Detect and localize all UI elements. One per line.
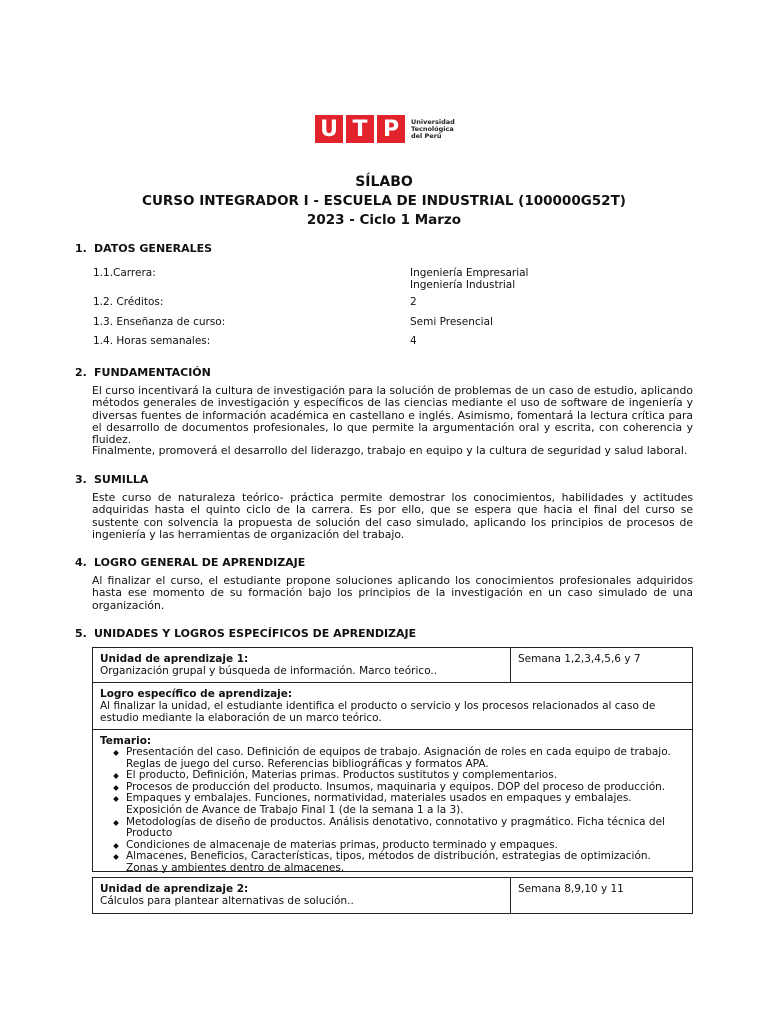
unidad-1-logro-label: Logro específico de aprendizaje: — [100, 688, 293, 700]
datos-value-ensenanza: Semi Presencial — [410, 316, 493, 328]
unidad-1-temario-cell — [93, 730, 692, 874]
unidad-2-weeks-cell — [511, 878, 692, 913]
logo-letter-u: U — [315, 115, 343, 143]
temario-item: Procesos de producción del producto. Insumos, maquinaria y equipos. DOP del proceso de producción. — [126, 782, 685, 794]
unidad-1-weeks: Semana 1,2,3,4,5,6 y 7 — [518, 653, 641, 665]
unidad-2-weeks: Semana 8,9,10 y 11 — [518, 883, 624, 895]
unidad-2-header-cell — [93, 878, 511, 913]
unidad-1-table — [92, 647, 693, 872]
unidad-1-title: Organización grupal y búsqueda de información. Marco teórico.. — [100, 665, 438, 677]
temario-item: Metodologías de diseño de productos. Análisis denotativo, connotativo y pragmático. Ficha técnica del Producto — [126, 817, 685, 840]
logro-general-paragraph: Al finalizar el curso, el estudiante propone soluciones aplicando los conocimientos profesionales adquiridos hasta ese momento de su formación bajo los principios de la investigación en un caso simulado de una organización. — [92, 574, 693, 612]
datos-value-horas: 4 — [410, 335, 417, 347]
unidad-2-label: Unidad de aprendizaje 2: — [100, 883, 249, 895]
datos-key-creditos: 1.2. Créditos: — [93, 296, 164, 308]
logo-letter-p: P — [377, 115, 405, 143]
course-period: 2023 - Ciclo 1 Marzo — [306, 212, 462, 228]
fundamentacion-paragraph: El curso incentivará la cultura de investigación para la solución de problemas de un caso de estudio, aplicando métodos generales de investigación y específicos de las ciencias mediante el uso de software de ingeniería y diversas fuentes de información académica en castellano e inglés. Asimismo, fomentará la lectura crítica para el desarrollo de documentos profesionales, lo que permite la argumentación oral y escrita, con coherencia y fluidez. — [92, 384, 693, 447]
datos-value-carrera: Ingeniería Empresarial Ingeniería Industrial — [410, 267, 529, 291]
unidad-1-temario-list — [100, 747, 685, 875]
datos-value-creditos: 2 — [410, 296, 417, 308]
datos-key-horas: 1.4. Horas semanales: — [93, 335, 211, 347]
temario-item: Almacenes, Beneficios, Características, tipos, métodos de distribución, estrategias de optimización. Zonas y ambientes dentro de almacenes. — [126, 851, 685, 874]
document-title: SÍLABO — [355, 174, 413, 190]
temario-item: Empaques y embalajes. Funciones, normatividad, materiales usados en empaques y embalajes. Exposición de Avance de Trabajo Final 1 (de la semana 1 a la 3). — [126, 793, 685, 816]
logo-letter-t: T — [346, 115, 374, 143]
course-title: CURSO INTEGRADOR I - ESCUELA DE INDUSTRIAL (100000G52T) — [142, 193, 626, 209]
unidad-1-temario-label: Temario: — [100, 735, 152, 747]
datos-key-carrera: 1.1.Carrera: — [93, 267, 156, 279]
sumilla-paragraph: Este curso de naturaleza teórico- práctica permite demostrar los conocimientos, habilidades y actitudes adquiridas hasta el quinto ciclo de la carrera. Es por ello, que se espera que hacia el final del curso se sustente con solvencia la propuesta de solución del caso simulado, aplicando los principios de procesos de ingeniería y las herramientas de organización del trabajo. — [92, 491, 693, 541]
logo-university-name: Universidad Tecnológica del Perú — [411, 117, 455, 140]
unidad-2-table — [92, 877, 693, 914]
section-heading-datos-generales: 1. DATOS GENERALES — [75, 242, 213, 255]
datos-key-ensenanza: 1.3. Enseñanza de curso: — [93, 316, 226, 328]
document-titles — [0, 172, 768, 230]
unidad-1-logro-text: Al finalizar la unidad, el estudiante identifica el producto o servicio y los procesos relacionados al caso de estudio mediante la elaboración de un marco teórico. — [100, 700, 656, 724]
section-heading-sumilla: 3. SUMILLA — [75, 473, 149, 486]
section-heading-unidades: 5. UNIDADES Y LOGROS ESPECÍFICOS DE APRENDIZAJE — [75, 627, 417, 640]
unidad-1-logro-cell — [93, 683, 692, 730]
temario-item: Condiciones de almacenaje de materias primas, producto terminado y empaques. — [126, 840, 685, 852]
temario-item: El producto, Definición, Materias primas. Productos sustitutos y complementarios. — [126, 770, 685, 782]
utp-logo — [315, 115, 455, 143]
temario-item: Presentación del caso. Definición de equipos de trabajo. Asignación de roles en cada equipo de trabajo. Reglas de juego del curso. Referencias bibliográficas y formatos APA. — [126, 747, 685, 770]
unidad-1-label: Unidad de aprendizaje 1: — [100, 653, 249, 665]
section-heading-fundamentacion: 2. FUNDAMENTACIÓN — [75, 366, 211, 379]
unidad-1-weeks-cell — [511, 648, 692, 683]
fundamentacion-paragraph-2: Finalmente, promoverá el desarrollo del liderazgo, trabajo en equipo y la cultura de seguridad y salud laboral. — [92, 444, 688, 457]
unidad-1-header-cell — [93, 648, 511, 683]
section-heading-logro-general: 4. LOGRO GENERAL DE APRENDIZAJE — [75, 556, 306, 569]
unidad-2-title: Cálculos para plantear alternativas de solución.. — [100, 895, 354, 907]
